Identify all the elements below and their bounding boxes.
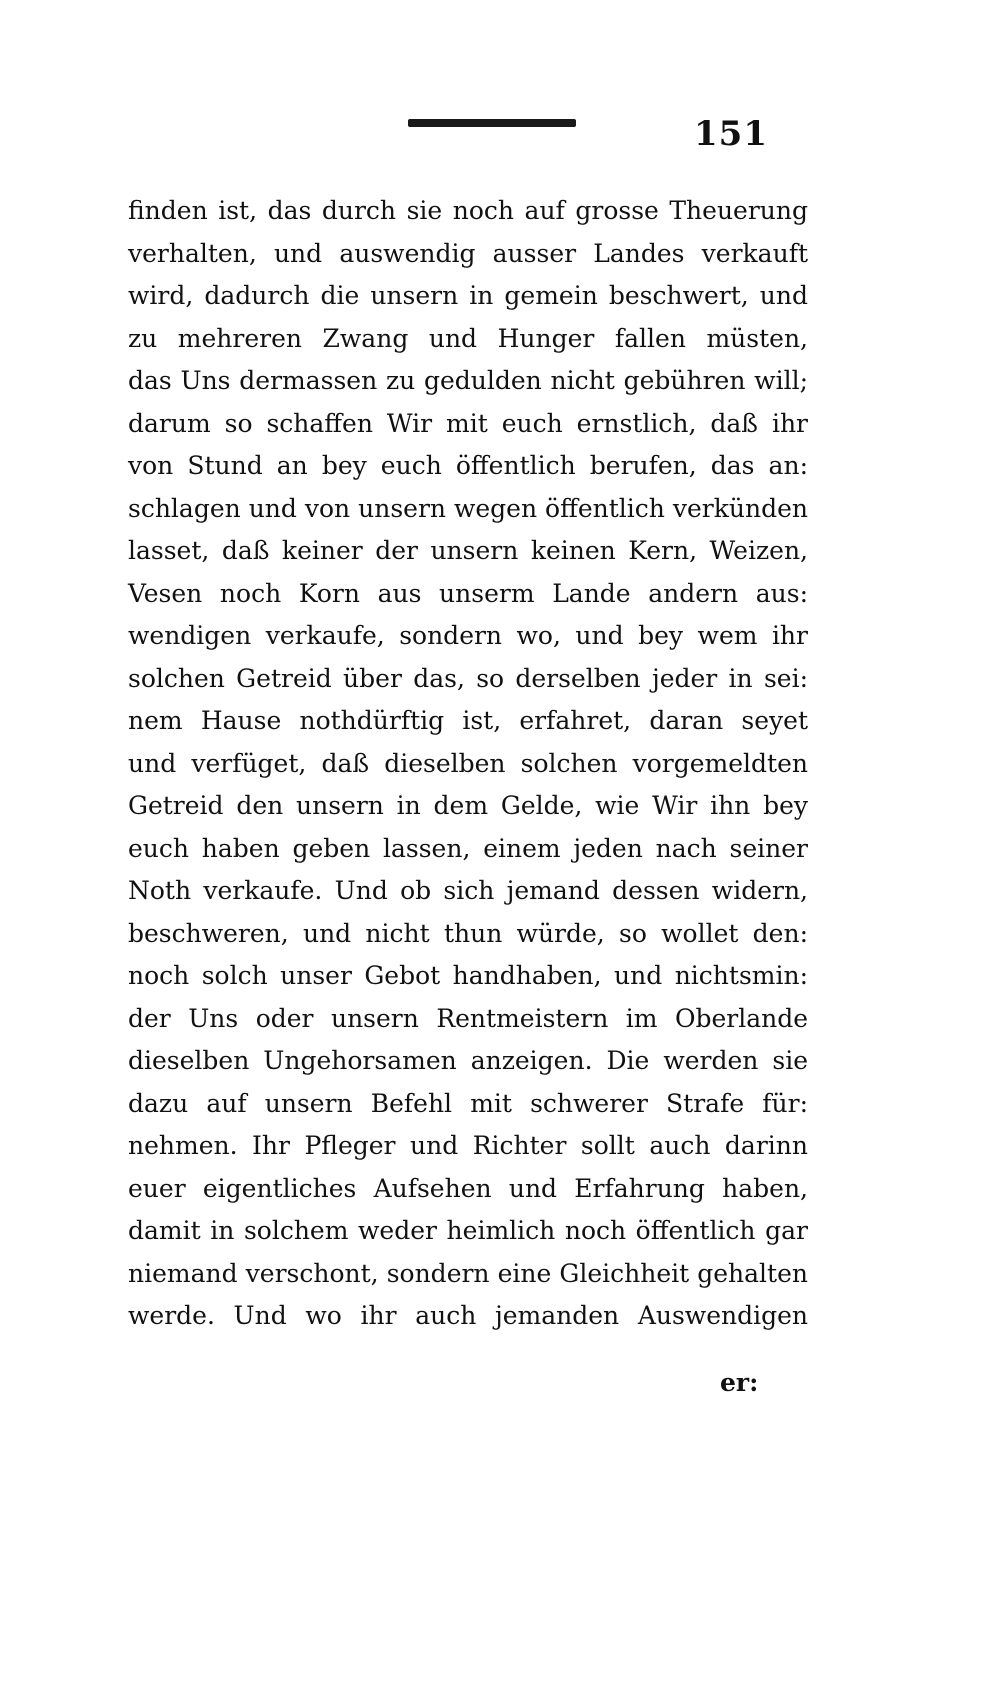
- text-line: darum so schaffen Wir mit euch ernstlich, daß ihr: [128, 408, 808, 438]
- text-line: nem Hause nothdürftig ist, erfahret, daran seyet: [128, 706, 808, 735]
- body-text: [128, 190, 808, 1338]
- text-line: Noth verkaufe. Und ob sich jemand dessen widern,: [128, 876, 808, 905]
- catchword: er:: [720, 1368, 759, 1397]
- text-line: lasset, daß keiner der unsern keinen Kern, Weizen,: [128, 536, 808, 565]
- text-line: damit in solchem weder heimlich noch öffentlich gar: [128, 1216, 808, 1245]
- text-line: finden ist, das durch sie noch auf grosse Theuerung: [128, 196, 808, 225]
- text-line: und verfüget, daß dieselben solchen vorgemeldten: [128, 748, 808, 778]
- text-line: werde. Und wo ihr auch jemanden Auswendigen: [128, 1301, 808, 1330]
- page-number: 151: [694, 114, 768, 154]
- text-line: nehmen. Ihr Pfleger und Richter sollt auch darinn: [128, 1131, 808, 1160]
- text-line: schlagen und von unsern wegen öffentlich verkünden: [128, 493, 808, 523]
- text-line: solchen Getreid über das, so derselben jeder in sei:: [128, 663, 808, 693]
- text-line: der Uns oder unsern Rentmeistern im Oberlande: [128, 1003, 808, 1033]
- text-line: euch haben geben lassen, einem jeden nach seiner: [128, 833, 808, 863]
- header-rule: [408, 119, 576, 127]
- text-line: wendigen verkaufe, sondern wo, und bey wem ihr: [128, 621, 808, 650]
- text-line: von Stund an bey euch öffentlich berufen, das an:: [128, 451, 808, 480]
- text-line: dazu auf unsern Befehl mit schwerer Strafe für:: [128, 1088, 808, 1118]
- text-line: noch solch unser Gebot handhaben, und nichtsmin:: [128, 961, 808, 990]
- text-line: Vesen noch Korn aus unserm Lande andern aus:: [128, 578, 808, 608]
- text-line: beschweren, und nicht thun würde, so wollet den:: [128, 918, 808, 948]
- text-line: zu mehreren Zwang und Hunger fallen müsten,: [128, 323, 808, 353]
- text-line: euer eigentliches Aufsehen und Erfahrung haben,: [128, 1173, 808, 1203]
- text-line: das Uns dermassen zu gedulden nicht gebühren will;: [128, 366, 808, 395]
- text-line: niemand verschont, sondern eine Gleichheit gehalten: [128, 1258, 808, 1288]
- text-line: dieselben Ungehorsamen anzeigen. Die werden sie: [128, 1046, 808, 1075]
- text-line: wird, dadurch die unsern in gemein beschwert, und: [128, 281, 808, 310]
- text-line: verhalten, und auswendig ausser Landes verkauft: [128, 238, 808, 268]
- text-line: Getreid den unsern in dem Gelde, wie Wir ihn bey: [128, 791, 808, 820]
